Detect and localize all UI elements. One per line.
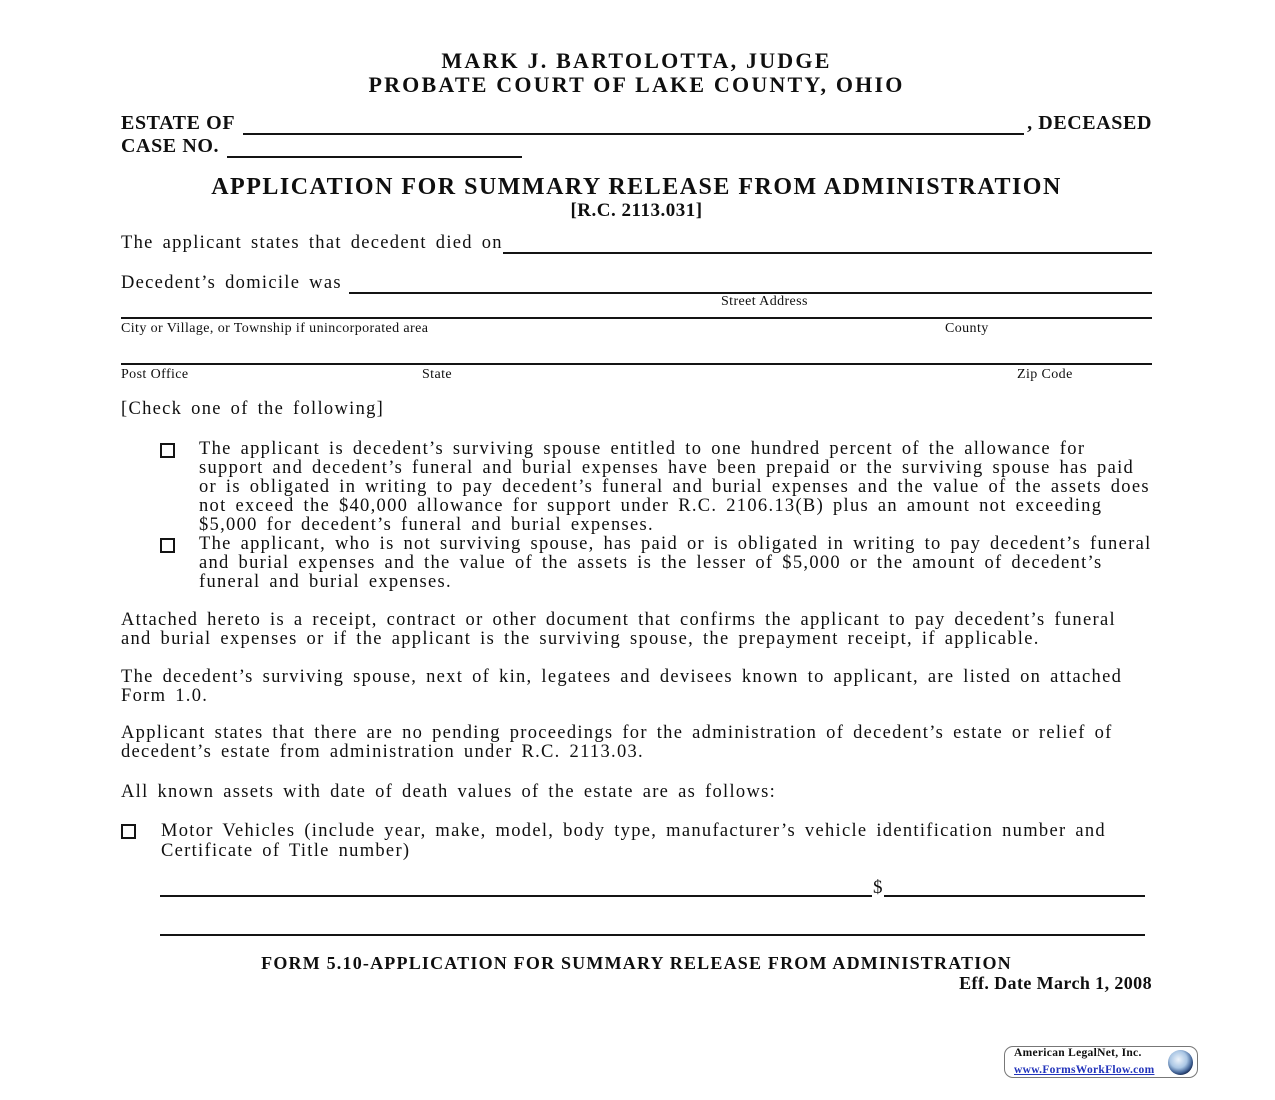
statute-reference: [R.C. 2113.031] [570, 200, 703, 221]
death-date-row [121, 233, 1152, 254]
vendor-company-name: American LegalNet, Inc. [1014, 1046, 1142, 1059]
domicile-label: Decedent’s domicile was [121, 273, 342, 293]
case-number-blank[interactable] [227, 136, 522, 158]
city-caption: City or Village, or Township if unincorporated area [121, 321, 429, 336]
option-not-surviving-spouse [160, 535, 1152, 592]
estate-name-blank[interactable] [243, 113, 1024, 135]
attached-receipt-paragraph: Attached hereto is a receipt, contract or other document that confirms the applicant to pay decedent’s funeral and burial expenses or if the applicant is the surviving spouse, the prepayment receipt, if applicable. [121, 610, 1116, 649]
judge-name-line: MARK J. BARTOLOTTA, JUDGE [441, 48, 832, 73]
additional-description-blank[interactable] [160, 915, 1145, 936]
no-pending-proceedings-paragraph: Applicant states that there are no pending proceedings for the administration of decedent’s estate or relief of decedent’s estate from administration under R.C. 2113.03. [121, 723, 1113, 762]
vehicle-value-row [160, 876, 1145, 897]
not-surviving-spouse-option-text: The applicant, who is not surviving spouse, has paid or is obligated in writing to pay decedent’s funeral and burial expenses and the value of the assets is the lesser of $5,000 or the amount of decedent’s funeral and burial expenses. [199, 534, 1152, 592]
street-address-caption: Street Address [721, 294, 808, 309]
estate-of-label: ESTATE OF [121, 112, 236, 134]
motor-vehicles-item [121, 821, 1152, 861]
motor-vehicles-checkbox-icon[interactable] [121, 824, 136, 839]
vendor-badge [1004, 1046, 1198, 1078]
death-date-label: The applicant states that decedent died on [121, 233, 503, 253]
street-address-blank[interactable] [349, 273, 1152, 294]
vehicle-description-blank[interactable] [160, 876, 872, 897]
option-surviving-spouse [160, 440, 1152, 535]
surviving-spouse-checkbox-icon[interactable] [160, 443, 175, 458]
vehicle-amount-blank[interactable] [884, 876, 1146, 897]
globe-logo-icon [1168, 1050, 1193, 1075]
estate-caption-row [121, 112, 1152, 135]
post-office-captions [121, 367, 1152, 383]
city-county-captions [121, 321, 1152, 337]
surviving-spouse-option-text: The applicant is decedent’s surviving spouse entitled to one hundred percent of the allowance for support and decedent’s funeral and burial expenses have been prepaid or the surviving spouse has paid or is obligated in writing to pay decedent’s funeral and burial expenses and the value of the assets does not exceed the $40,000 allowance for support under R.C. 2106.13(B) plus an amount not exceeding $5,000 for decedent’s funeral and burial expenses. [199, 439, 1150, 535]
vendor-website-link[interactable]: www.FormsWorkFlow.com [1014, 1063, 1155, 1076]
dollar-sign: $ [873, 877, 883, 898]
next-of-kin-paragraph: The decedent’s surviving spouse, next of kin, legatees and devisees known to applicant, are listed on attached Form 1.0. [121, 667, 1123, 706]
county-caption: County [945, 321, 989, 336]
post-office-state-zip-blank[interactable] [121, 363, 1152, 365]
form-title: APPLICATION FOR SUMMARY RELEASE FROM ADMINISTRATION [211, 174, 1062, 200]
assets-intro-line: All known assets with date of death values of the estate are as follows: [121, 782, 777, 802]
court-name-line: PROBATE COURT OF LAKE COUNTY, OHIO [368, 72, 905, 97]
case-number-row [121, 135, 1152, 158]
death-date-blank[interactable] [503, 233, 1152, 254]
effective-date-line: Eff. Date March 1, 2008 [959, 973, 1152, 993]
form-content [121, 0, 1152, 993]
motor-vehicles-label: Motor Vehicles (include year, make, model, body type, manufacturer’s vehicle identification number and Certificate of Title number) [161, 821, 1106, 861]
deceased-label: , DECEASED [1027, 112, 1152, 134]
check-one-instruction: [Check one of the following] [121, 399, 385, 419]
domicile-row [121, 273, 1152, 294]
not-surviving-spouse-checkbox-icon[interactable] [160, 538, 175, 553]
case-no-label: CASE NO. [121, 135, 220, 157]
post-office-caption: Post Office [121, 367, 189, 382]
city-county-blank[interactable] [121, 317, 1152, 319]
state-caption: State [422, 367, 452, 382]
zip-code-caption: Zip Code [1017, 367, 1073, 382]
vendor-badge-text [1014, 1047, 1164, 1078]
form-number-line: FORM 5.10-APPLICATION FOR SUMMARY RELEASE FROM ADMINISTRATION [261, 953, 1012, 973]
spouse-options-list [121, 440, 1152, 592]
